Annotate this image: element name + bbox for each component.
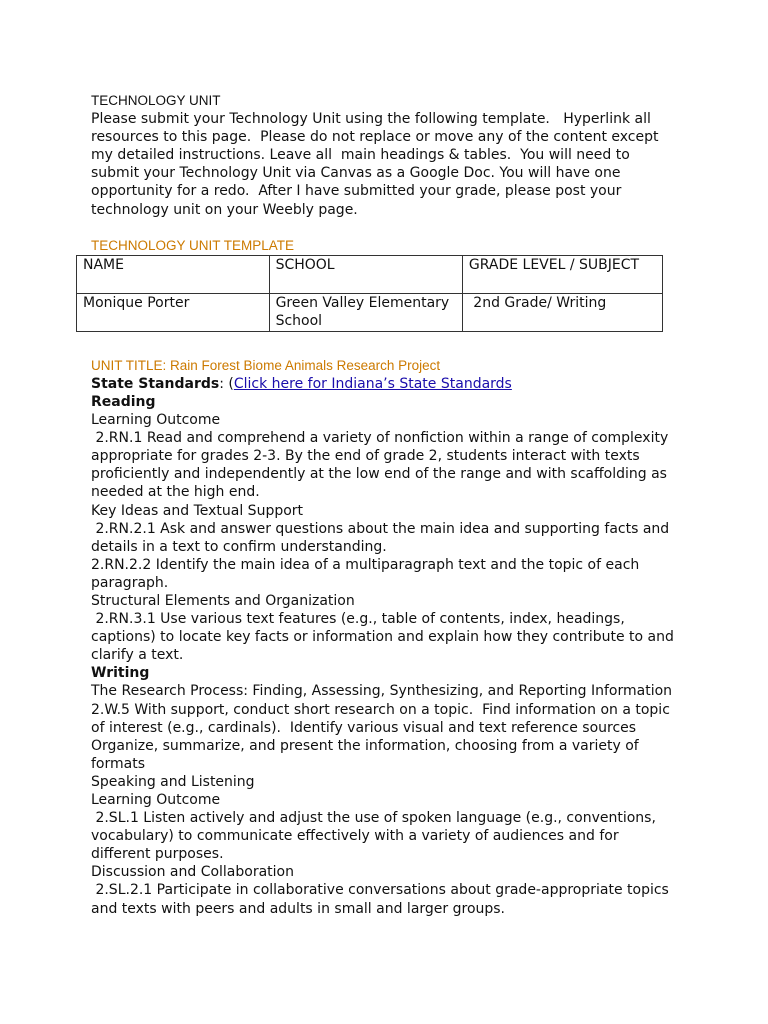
unit-info-table [76,255,663,332]
table-cell-grade-subject: 2nd Grade/ Writing [462,293,662,331]
table-header-school: SCHOOL [269,255,462,293]
unit-title-label: UNIT TITLE: [91,357,167,373]
table-row [77,293,663,331]
writing-line: 2.SL.2.1 Participate in collaborative conversations about grade-appropriate topics and texts with peers and adults in small and larger groups. [91,882,674,917]
reading-line: Learning Outcome [91,412,221,429]
table-cell-school: Green Valley Elementary School [269,293,462,331]
reading-heading: Reading [91,393,156,410]
unit-title [91,357,681,375]
reading-line: 2.RN.2.2 Identify the main idea of a multiparagraph text and the topic of each paragraph. [91,556,640,591]
writing-line: The Research Process: Finding, Assessing, Synthesizing, and Reporting Information 2.W.5 With support, conduct short research on a topic. Find information on a topic of interest (e.g., cardinals). Identify various visual and text reference sources Organize, summarize, and present the information, choosing from a variety of formats [91,683,677,772]
indiana-standards-link[interactable]: Click here for Indiana’s State Standards [233,375,512,392]
writing-line: Learning Outcome [91,792,221,808]
state-standards-line [91,375,681,393]
unit-title-text: Rain Forest Biome Animals Research Project [170,357,441,373]
reading-line: Structural Elements and Organization [91,592,355,609]
state-standards-separator: : ( [219,375,234,392]
reading-line: Key Ideas and Textual Support [91,502,304,519]
table-header-grade-subject: GRADE LEVEL / SUBJECT [462,255,662,293]
table-header-row [77,255,663,293]
intro-heading: TECHNOLOGY UNIT [91,93,221,108]
writing-line: Speaking and Listening [91,773,255,790]
state-standards-label: State Standards [91,375,220,392]
document-page [83,92,681,918]
writing-heading: Writing [91,665,150,682]
intro-paragraph: Please submit your Technology Unit using the following template. Hyperlink all resources to this page. Please do not replace or move any of the content except my detailed instructions. Leave all main headings & tables. You will need to submit your Technology Unit via Canvas as a Google Doc. You will have one opportunity for a redo. After I have submitted your grade, please post your technology unit on your Weebly page. [91,111,663,218]
writing-line: 2.SL.1 Listen actively and adjust the use of spoken language (e.g., conventions, vocabulary) to communicate effectively with a variety of audiences and for different purposes. [91,810,661,863]
template-heading: TECHNOLOGY UNIT TEMPLATE [91,237,295,253]
reading-line: 2.RN.2.1 Ask and answer questions about the main idea and supporting facts and details in a text to confirm understanding. [91,520,674,555]
writing-line: Discussion and Collaboration [91,864,294,881]
reading-line: 2.RN.3.1 Use various text features (e.g., table of contents, index, headings, captions) to locate key facts or information and explain how they contribute to and clarify a text. [91,611,679,664]
table-header-name: NAME [77,255,270,293]
table-cell-name: Monique Porter [77,293,270,331]
reading-line: 2.RN.1 Read and comprehend a variety of nonfiction within a range of complexity appropriate for grades 2-3. By the end of grade 2, students interact with texts proficiently and independently at the low end of the range and with scaffolding as needed at the high end. [91,430,673,501]
